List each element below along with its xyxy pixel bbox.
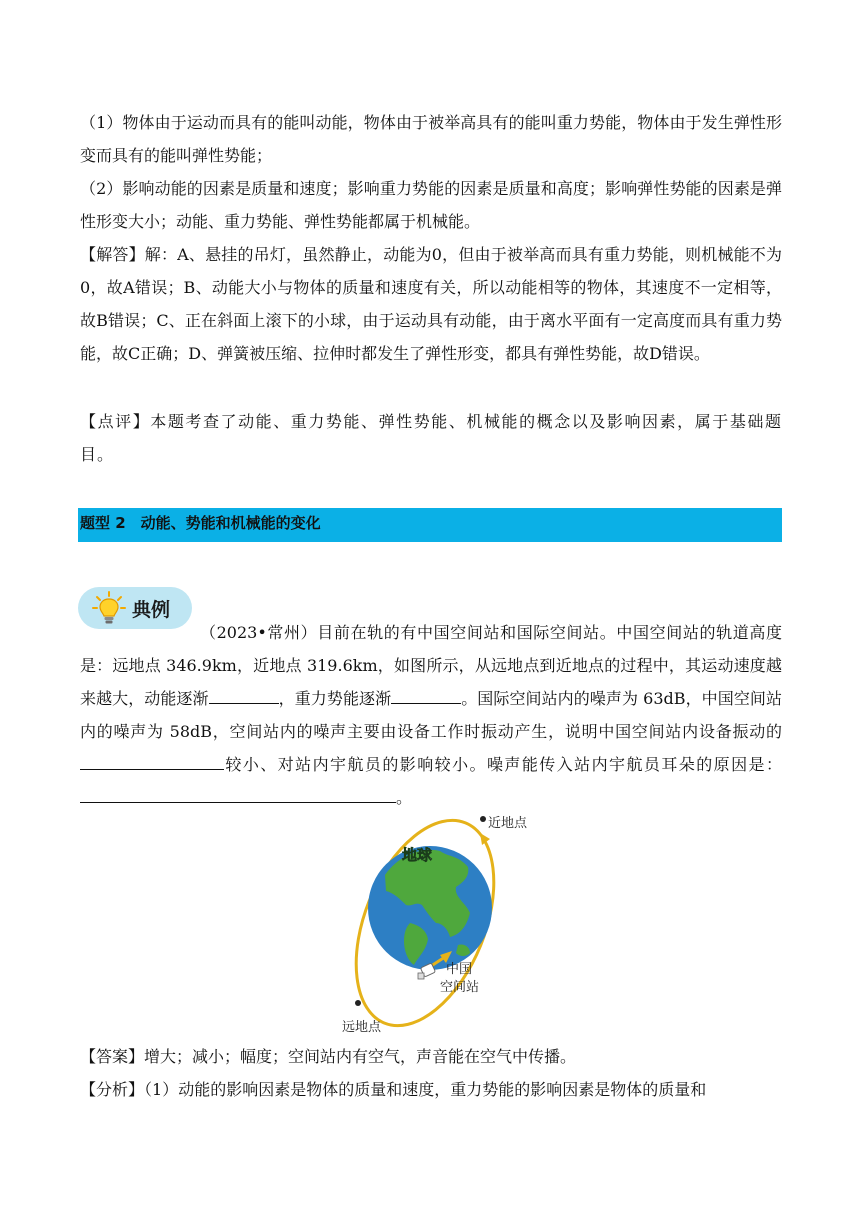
paragraph-solution-answer: [80, 1040, 782, 1073]
section-title: 题型 2 动能、势能和机械能的变化: [80, 514, 321, 532]
paragraph-question: [80, 616, 782, 814]
answer-blank-1[interactable]: [209, 687, 279, 704]
question-text-3: 。国际空间站内的噪声为 63dB，中国空间站内的噪声为 58dB，空间站内的噪声主要由设备工作时振动产生，说明中国空间站内设备振动的: [80, 689, 782, 741]
answer-text: 解：A、悬挂的吊灯，虽然静止，动能为0，但由于被举高而具有重力势能，则机械能不为0，故A错误；B、动能大小与物体的质量和速度有关，所以动能相等的物体，其速度不一定相等，故B错误；C、正在斜面上滚下的小球，由于运动具有动能，由于离水平面有一定高度而具有重力势能，故C正确；D、弹簧被压缩、拉伸时都发生了弹性形变，都具有弹性势能，故D错误。: [80, 245, 782, 363]
question-text-2: ，重力势能逐渐: [278, 689, 392, 708]
analysis-label: 【分析】: [80, 1080, 145, 1099]
earth-orbit-diagram: [330, 805, 560, 1040]
section-banner: [78, 508, 782, 542]
answer-label: 【解答】: [80, 245, 145, 264]
solution-answer-label: 【答案】: [80, 1047, 145, 1066]
earth-label: 地球: [402, 846, 433, 864]
orbit-figure: [330, 805, 560, 1040]
perigee-dot: [480, 816, 486, 822]
apogee-label: 远地点: [342, 1020, 382, 1035]
paragraph-comment: [80, 405, 782, 471]
paragraph-concept-2: [80, 172, 782, 238]
solution-answer-text: 增大；减小；幅度；空间站内有空气，声音能在空气中传播。: [144, 1047, 577, 1066]
answer-blank-3[interactable]: [80, 753, 224, 770]
apogee-dot: [355, 1000, 361, 1006]
paragraph-answer: [80, 238, 782, 370]
station-label-line2: 空间站: [440, 980, 480, 995]
paragraph-concept-1: [80, 106, 782, 172]
answer-blank-4[interactable]: [80, 786, 396, 803]
comment-text: 本题考查了动能、重力势能、弹性势能、机械能的概念以及影响因素，属于基础题目。: [80, 412, 782, 464]
question-text-5: 。: [396, 788, 413, 807]
answer-blank-2[interactable]: [391, 687, 461, 704]
station-label-line1: 中国: [446, 962, 473, 977]
question-text-1: （2023•常州）目前在轨的有中国空间站和国际空间站。中国空间站的轨道高度是：远地点 346.9km，近地点 319.6km，如图所示，从远地点到近地点的过程中，其运动速度越来越大，动能逐渐: [80, 623, 782, 708]
example-badge-label: 典例: [132, 599, 171, 621]
concept-2-text: （2）影响动能的因素是质量和速度；影响重力势能的因素是质量和高度；影响弹性势能的因素是弹性形变大小；动能、重力势能、弹性势能都属于机械能。: [80, 179, 782, 231]
concept-1-text: （1）物体由于运动而具有的能叫动能，物体由于被举高具有的能叫重力势能，物体由于发生弹性形变而具有的能叫弹性势能；: [80, 113, 782, 165]
analysis-text: （1）动能的影响因素是物体的质量和速度，重力势能的影响因素是物体的质量和: [144, 1080, 707, 1099]
question-text-4: 较小、对站内宇航员的影响较小。噪声能传入站内宇航员耳朵的原因是：: [224, 755, 782, 774]
comment-label: 【点评】: [80, 412, 151, 431]
perigee-label: 近地点: [488, 816, 528, 831]
paragraph-analysis: [80, 1073, 782, 1106]
